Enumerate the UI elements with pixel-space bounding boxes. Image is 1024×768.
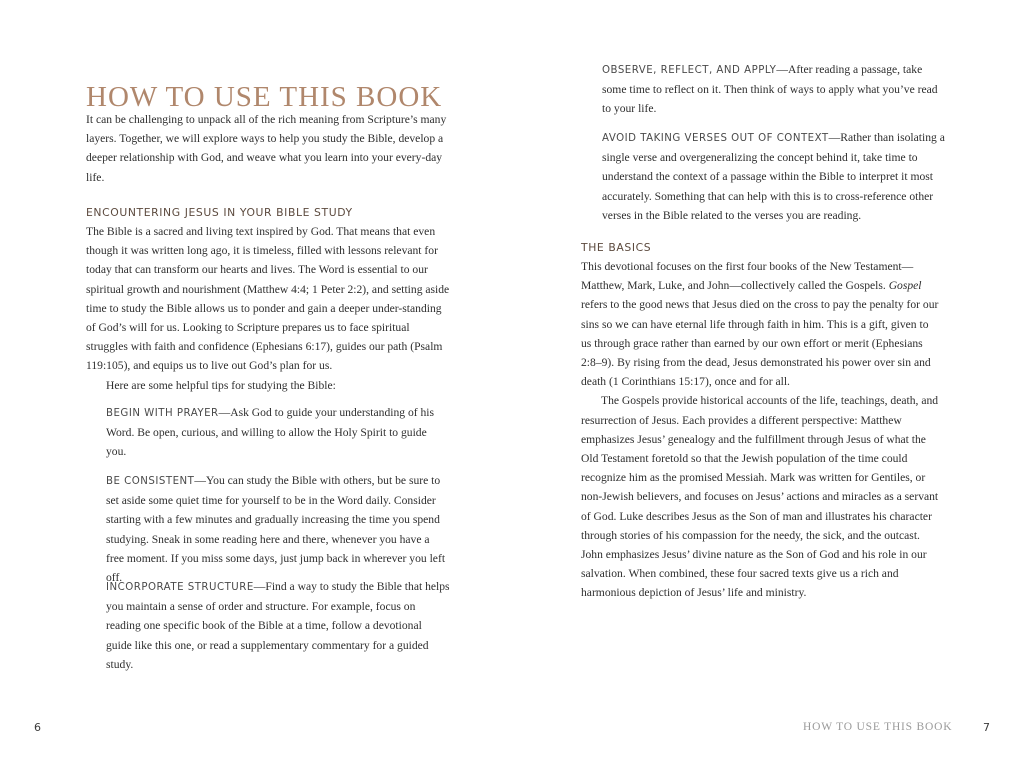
tip-avoid-out-of-context bbox=[602, 128, 946, 225]
tip-label: BE CONSISTENT bbox=[106, 476, 195, 487]
basics-body bbox=[581, 257, 941, 603]
tip-label: OBSERVE, REFLECT, AND APPLY bbox=[602, 65, 777, 76]
section-heading-encountering: ENCOUNTERING JESUS IN YOUR BIBLE STUDY bbox=[86, 206, 353, 219]
basics-p1-text-cont: refers to the good news that Jesus died on the cross to pay the penalty for our sins so we can have eternal life through faith in him. This is a gift, given to us through grace rather than earned by our own effort or merit (Ephesians 2:8–9). By rising from the dead, Jesus demonstrated his power over sin and death (1 Corinthians 15:17), once and for all. bbox=[581, 298, 939, 389]
tip-be-consistent bbox=[106, 471, 446, 587]
tip-text: —Find a way to study the Bible that helps you maintain a sense of order and structure. For example, focus on reading one specific book of the Bible at a time, follow a devotional guide like this one, or read a supplementary commentary for a guided study. bbox=[106, 580, 450, 671]
tip-text: —After reading a passage, take some time to reflect on it. Then think of ways to apply what you’ve read to your life. bbox=[602, 63, 938, 116]
intro-paragraph bbox=[86, 110, 458, 187]
encountering-body bbox=[86, 222, 450, 395]
page-number-right: 7 bbox=[983, 721, 990, 734]
tip-text: —Rather than isolating a single verse and overgeneralizing the concept behind it, take time to understand the context of a passage within the Bible to interpret it most accurately. Something that can help with this is to cross-reference other verses in the Bible related to the verses you are reading. bbox=[602, 131, 945, 222]
basics-p1-text: This devotional focuses on the first four books of the New Testament—Matthew, Mark, Luke, and John—collectively called the Gospels. bbox=[581, 260, 914, 293]
gospel-term: Gospel bbox=[888, 279, 922, 293]
basics-paragraph-1 bbox=[581, 257, 941, 391]
page-title: HOW TO USE THIS BOOK bbox=[86, 81, 443, 114]
tip-label: AVOID TAKING VERSES OUT OF CONTEXT bbox=[602, 133, 829, 144]
basics-paragraph-2: The Gospels provide historical accounts of the life, teachings, death, and resurrection of Jesus. Each provides a different perspective: Matthew emphasizes Jesus’ genealogy and the fulfillment through Jesus of what the Old Testament foretold so that the Jewish population of the time could recognize him as the promised Messiah. Mark was written for Gentiles, or non-Jewish believers, and focuses on Jesus’ actions and miracles as a servant of God. Luke describes Jesus as the Son of man and illustrates his character through stories of his compassion for the needy, the sick, and the outcast. John emphasizes Jesus’ divine nature as the Son of God and his role in our salvation. When combined, these four sacred texts give us a rich and harmonious depiction of Jesus’ life and ministry. bbox=[581, 394, 939, 600]
running-head: HOW TO USE THIS BOOK bbox=[803, 721, 953, 733]
tips-intro: Here are some helpful tips for studying the Bible: bbox=[106, 378, 336, 392]
tip-observe-reflect-apply bbox=[602, 60, 942, 119]
section-heading-the-basics: THE BASICS bbox=[581, 241, 652, 254]
tip-incorporate-structure bbox=[106, 577, 450, 674]
page-number-left: 6 bbox=[34, 721, 41, 734]
tip-label: BEGIN WITH PRAYER bbox=[106, 408, 219, 419]
tip-begin-with-prayer bbox=[106, 403, 442, 462]
tip-label: INCORPORATE STRUCTURE bbox=[106, 582, 254, 593]
tip-text: —You can study the Bible with others, but be sure to set aside some quiet time for yourself to be in the Word daily. Consider starting with a few minutes and gradually increasing the time you spend studying. Sneak in some reading here and there, whenever you have a free moment. If you miss some days, just jump back in wherever you left off. bbox=[106, 474, 446, 585]
tip-text: —Ask God to guide your understanding of his Word. Be open, curious, and willing to allow the Holy Spirit to guide you. bbox=[106, 406, 435, 459]
intro-text: It can be challenging to unpack all of the rich meaning from Scripture’s many layers. Together, we will explore ways to help you study the Bible, develop a deeper relationship with God, and weave what you learn into your every-day life. bbox=[86, 113, 447, 184]
encountering-text: The Bible is a sacred and living text inspired by God. That means that even though it was written long ago, it is timeless, filled with lessons relevant for today that can transform our hearts and lives. The Word is essential to our spiritual growth and nourishment (Matthew 4:4; 1 Peter 2:2), and setting aside time to study the Bible allows us to ponder and gain a deeper under-standing of God’s will for us. Looking to Scripture prepares us to face spiritual struggles with faith and confidence (Ephesians 6:17), guides our path (Psalm 119:105), and equips us to live out God’s plan for us. bbox=[86, 225, 450, 373]
